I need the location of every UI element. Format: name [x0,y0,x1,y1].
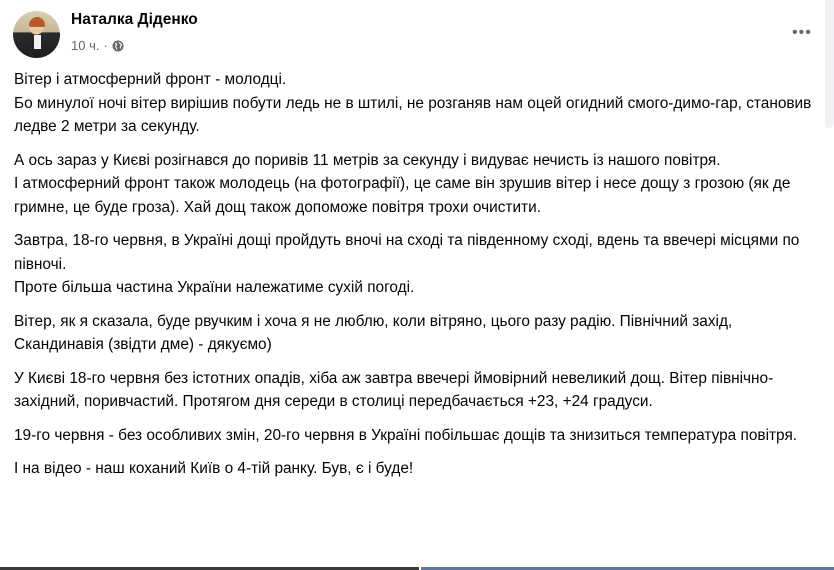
post-line: 19-го червня - без особливих змін, 20-го червня в Україні побільшає дощів та знизиться температура повітря. [14,426,798,444]
post-paragraph [14,149,814,220]
avatar-hair [29,17,45,27]
scrollbar[interactable] [825,0,834,128]
globe-icon [112,40,124,52]
post-line: У Києві 18-го червня без істотних опадів, хіба аж завтра ввечері ймовірний невеликий дощ. Вітер північно-західний, поривчастий. Протягом дня середи в столиці передбачається +23, +24 градуси. [14,369,774,410]
post-line: А ось зараз у Києві розігнався до поривів 11 метрів за секунду і видуває нечисть із нашого повітря. [14,151,721,169]
post-paragraph [14,310,814,357]
post-paragraph [14,367,814,414]
author-avatar[interactable] [13,11,60,58]
post-line: І на відео - наш коханий Київ о 4-тій ранку. Був, є і буде! [14,460,414,477]
post-line: Проте більша частина України належатиме сухій погоді. [14,279,415,296]
post-line: І атмосферний фронт також молодець (на фотографії), це саме він зрушив вітер і несе дощу з грозою (як де гримне, це буде гроза). Хай дощ також допоможе повітря трохи очистити. [14,175,791,216]
post-paragraph [14,68,814,139]
post-meta [71,38,124,53]
post-line: Бо минулої ночі вітер вирішив побути ледь не в штилі, не розганяв нам оцей огидний смого-димо-гар, становив ледве 2 метри за секунду. [14,94,812,135]
post-line: Вітер і атмосферний фронт - молодці. [14,71,287,88]
avatar-collar [34,35,41,49]
author-name[interactable]: Наталка Діденко [71,11,198,28]
post-line: Вітер, як я сказала, буде рвучким і хоча я не люблю, коли вітряно, цього разу радію. Північний захід, Скандинавія (звідти дме) - дякуємо) [14,312,733,353]
post-paragraph [14,457,814,481]
post-paragraph [14,229,814,300]
post-text [14,68,814,491]
post-time[interactable]: 10 ч. [71,38,100,53]
more-options-icon[interactable]: ••• [792,24,812,41]
post-paragraph [14,424,814,448]
meta-separator: · [103,38,108,53]
post-line: Завтра, 18-го червня, в Україні дощі пройдуть вночі на сході та південному сході, вдень та ввечері місцями по півночі. [14,232,800,273]
